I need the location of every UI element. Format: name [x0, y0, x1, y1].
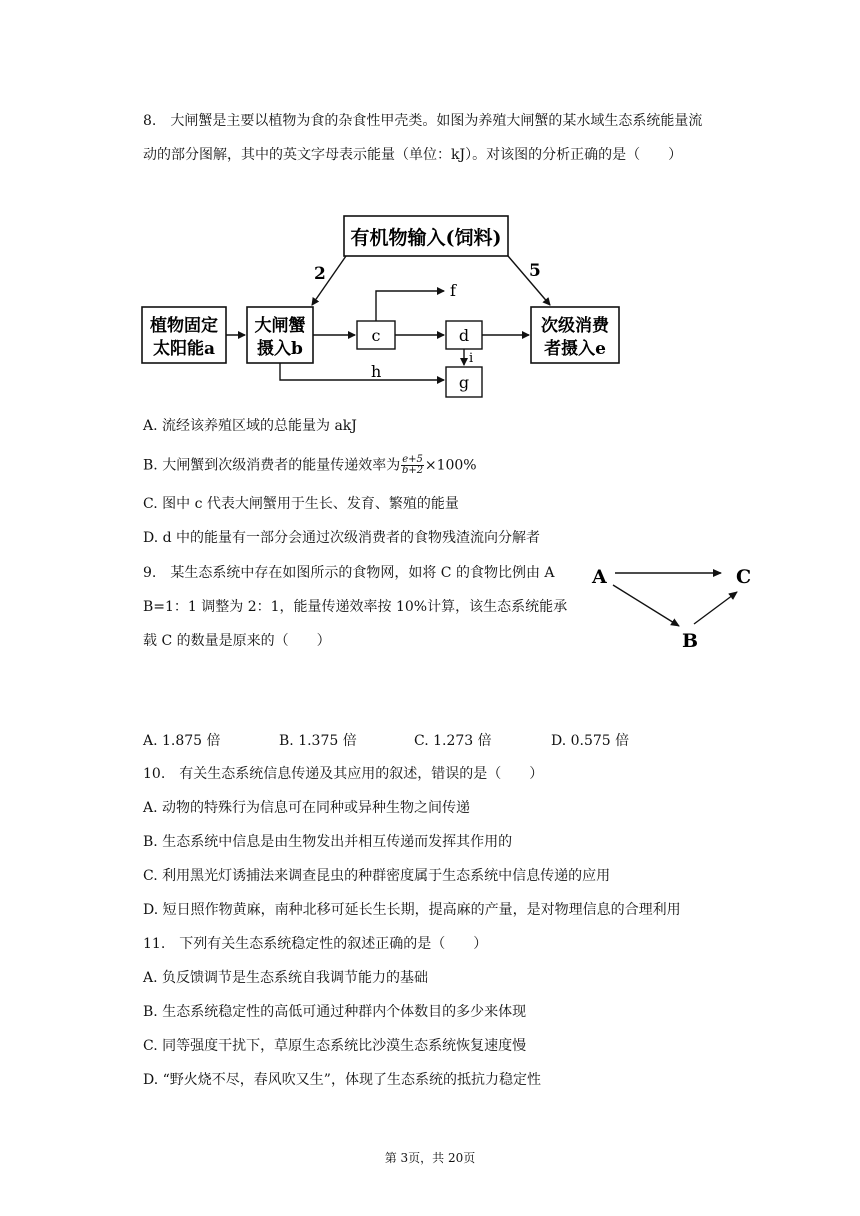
q10-option-a: A. 动物的特殊行为信息可在同种或异种生物之间传递	[143, 800, 471, 816]
q10-option-b: B. 生态系统中信息是由生物发出并相互传递而发挥其作用的	[143, 834, 513, 850]
page-footer: 第 3页，共 20页	[384, 1151, 476, 1165]
q8-option-d: D. d 中的能量有一部分会通过次级消费者的食物残渣流向分解者	[143, 530, 541, 546]
q8-energy-flow-diagram	[0, 205, 860, 405]
box-plant-label-2: 太阳能a	[152, 339, 216, 359]
box-secondary-label-2: 者摄入e	[544, 339, 606, 359]
q9-option-a: A. 1.875 倍	[143, 733, 221, 749]
box-g-label: g	[458, 373, 470, 392]
box-crab-label-1: 大闸蟹	[254, 316, 306, 336]
node-c: C	[736, 566, 752, 588]
q10-number: 10.	[143, 766, 166, 782]
q9-option-c: C. 1.273 倍	[414, 733, 492, 749]
q8-stem-line1: 8. 大闸蟹是主要以植物为食的杂食性甲壳类。如图为养殖大闸蟹的某水域生态系统能量流	[143, 113, 703, 129]
q8-stem-line2: 动的部分图解，其中的英文字母表示能量（单位：kJ）。对该图的分析正确的是（ ）	[143, 147, 683, 163]
q10-option-d: D. 短日照作物黄麻，南种北移可延长生长期，提高麻的产量，是对物理信息的合理利用	[143, 902, 681, 918]
q11-stem: 11. 下列有关生态系统稳定性的叙述正确的是（ ）	[143, 936, 488, 952]
node-b: B	[682, 630, 699, 652]
q11-option-c: C. 同等强度干扰下，草原生态系统比沙漠生态系统恢复速度慢	[143, 1038, 527, 1054]
box-feed-input-label: 有机物输入(饲料)	[350, 227, 502, 249]
label-h: h	[371, 362, 382, 381]
box-plant-label-1: 植物固定	[150, 316, 218, 336]
box-secondary-label-1: 次级消费	[541, 316, 609, 336]
q9-number: 9.	[143, 565, 157, 581]
q8-option-a: A. 流经该养殖区域的总能量为 akJ	[143, 418, 357, 434]
arrow-c-to-f	[376, 291, 444, 321]
q10-stem: 10. 有关生态系统信息传递及其应用的叙述，错误的是（ ）	[143, 766, 544, 782]
box-d-label: d	[458, 326, 470, 345]
box-crab-label-2: 摄入b	[257, 339, 303, 359]
q9-stem-line2: B=1：1 调整为 2：1，能量传递效率按 10%计算，该生态系统能承	[143, 599, 568, 615]
q9-stem-line1: 9. 某生态系统中存在如图所示的食物网，如将 C 的食物比例由 A	[143, 565, 555, 581]
node-a: A	[592, 566, 607, 588]
q8-option-b: B. 大闸蟹到次级消费者的能量传递效率为 $\frac{e+5}{b+2}$ ×100%	[143, 454, 477, 476]
q9-stem-line3: 载 C 的数量是原来的（ ）	[143, 633, 331, 649]
arrow-crab-to-g	[280, 363, 444, 380]
arrow-b-to-c	[694, 592, 737, 624]
q9-option-d: D. 0.575 倍	[551, 733, 630, 749]
label-2: 2	[314, 264, 326, 284]
q11-option-d: D. “野火烧不尽，春风吹又生”，体现了生态系统的抵抗力稳定性	[143, 1072, 541, 1088]
q9-option-b: B. 1.375 倍	[279, 733, 357, 749]
efficiency-fraction: $\frac{e+5}{b+2}$	[401, 454, 424, 476]
q10-option-c: C. 利用黑光灯诱捕法来调查昆虫的种群密度属于生态系统中信息传递的应用	[143, 868, 611, 884]
q9-food-web-diagram	[585, 558, 765, 658]
label-i: i	[469, 351, 474, 366]
q8-option-c: C. 图中 c 代表大闸蟹用于生长、发育、繁殖的能量	[143, 496, 459, 512]
arrow-a-to-b	[613, 585, 679, 626]
label-f: f	[450, 281, 456, 300]
q11-option-b: B. 生态系统稳定性的高低可通过种群内个体数目的多少来体现	[143, 1004, 527, 1020]
label-5: 5	[529, 261, 541, 281]
q8-number: 8.	[143, 113, 157, 129]
box-c-label: c	[371, 326, 381, 345]
q11-option-a: A. 负反馈调节是生态系统自我调节能力的基础	[143, 970, 429, 986]
q11-number: 11.	[143, 936, 166, 952]
